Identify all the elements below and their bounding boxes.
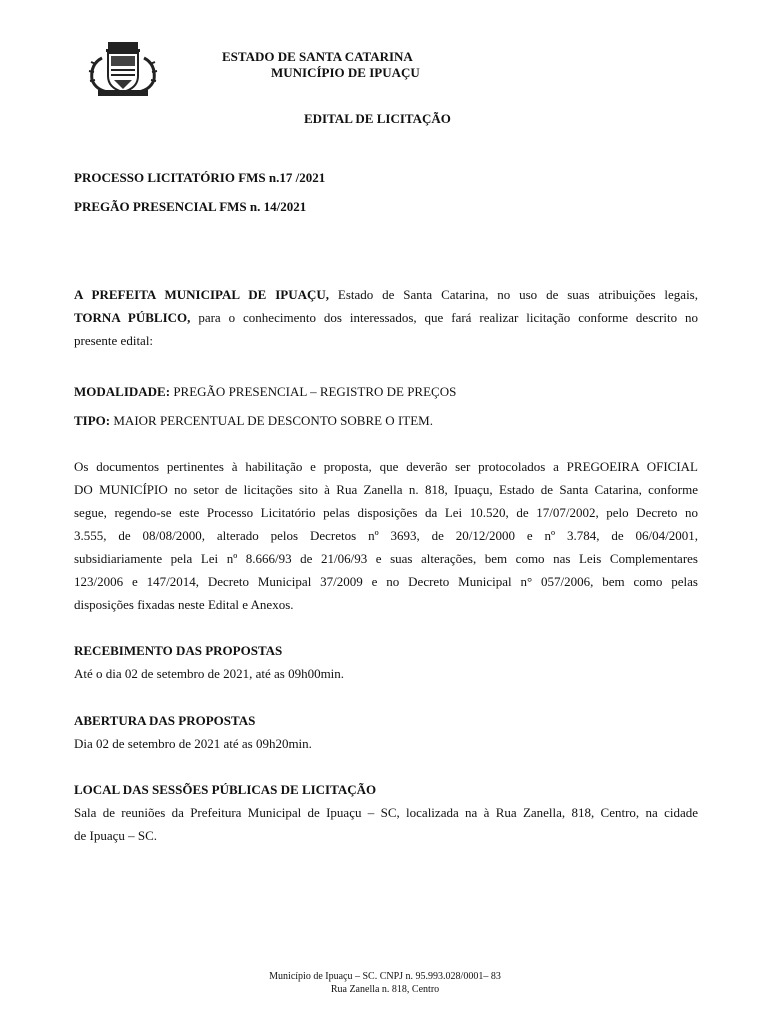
local-paragraph	[74, 801, 698, 847]
municipality-heading: MUNICÍPIO DE IPUAÇU	[271, 65, 420, 80]
local-line: Sala de reuniões da Prefeitura Municipal de Ipuaçu – SC, localizada na à Rua Zanella, 818, Centro, na cidade	[74, 805, 698, 820]
modalidade-value: PREGÃO PRESENCIAL – REGISTRO DE PREÇOS	[170, 384, 457, 399]
tipo-label: TIPO:	[74, 413, 111, 428]
recebimento-text: Até o dia 02 de setembro de 2021, até as 09h00min.	[74, 666, 345, 681]
recebimento-heading: RECEBIMENTO DAS PROPOSTAS	[74, 643, 283, 658]
modalidade-line	[74, 380, 456, 403]
documents-paragraph	[74, 455, 698, 616]
local-line: de Ipuaçu – SC.	[74, 828, 158, 843]
torna-publico: TORNA PÚBLICO,	[74, 310, 191, 325]
tipo-line	[74, 409, 433, 432]
local-heading: LOCAL DAS SESSÕES PÚBLICAS DE LICITAÇÃO	[74, 782, 377, 797]
intro-line-1-rest: Estado de Santa Catarina, no uso de suas atribuições legais,	[329, 287, 698, 302]
footer-cnpj: Município de Ipuaçu – SC. CNPJ n. 95.993.028/0001– 83	[269, 971, 501, 982]
intro-paragraph	[74, 283, 698, 352]
documents-line: disposições fixadas neste Edital e Anexos.	[74, 597, 294, 612]
processo-number: PROCESSO LICITATÓRIO FMS n.17 /2021	[74, 170, 326, 185]
documents-line: Os documentos pertinentes à habilitação e proposta, que deverão ser protocolados a PREGOEIRA OFICIAL	[74, 459, 698, 474]
tipo-value: MAIOR PERCENTUAL DE DESCONTO SOBRE O ITEM.	[110, 413, 433, 428]
intro-line-2	[74, 306, 698, 329]
modalidade-label: MODALIDADE:	[74, 384, 171, 399]
intro-lead: A PREFEITA MUNICIPAL DE IPUAÇU,	[74, 287, 329, 302]
intro-line-1	[74, 283, 698, 306]
documents-line: 3.555, de 08/08/2000, alterado pelos Decretos nº 3693, de 20/12/2000 e nº 3.784, de 06/04/2001,	[74, 528, 698, 543]
pregao-number: PREGÃO PRESENCIAL FMS n. 14/2021	[74, 199, 307, 214]
intro-line-3: presente edital:	[74, 333, 154, 348]
abertura-text: Dia 02 de setembro de 2021 até as 09h20min.	[74, 736, 312, 751]
abertura-heading: ABERTURA DAS PROPOSTAS	[74, 713, 256, 728]
documents-line: 123/2006 e 147/2014, Decreto Municipal 37/2009 e no Decreto Municipal n° 057/2006, bem como pelas	[74, 574, 698, 589]
state-heading: ESTADO DE SANTA CATARINA	[222, 49, 413, 64]
municipal-coat-of-arms-icon	[88, 40, 158, 98]
documents-line: DO MUNICÍPIO no setor de licitações sito à Rua Zanella n. 818, Ipuaçu, Estado de Santa Catarina, conforme	[74, 482, 698, 497]
footer-address: Rua Zanella n. 818, Centro	[330, 984, 440, 995]
document-title: EDITAL DE LICITAÇÃO	[304, 111, 451, 126]
documents-line: subsidiariamente pela Lei nº 8.666/93 de 21/06/93 e suas alterações, bem como nas Leis Complementares	[74, 551, 698, 566]
intro-line-2-rest: para o conhecimento dos interessados, que fará realizar licitação conforme descrito no	[190, 310, 698, 325]
documents-line: segue, regendo-se este Processo Licitatório pelas disposições da Lei 10.520, de 17/07/2002, pelo Decreto no	[74, 505, 698, 520]
